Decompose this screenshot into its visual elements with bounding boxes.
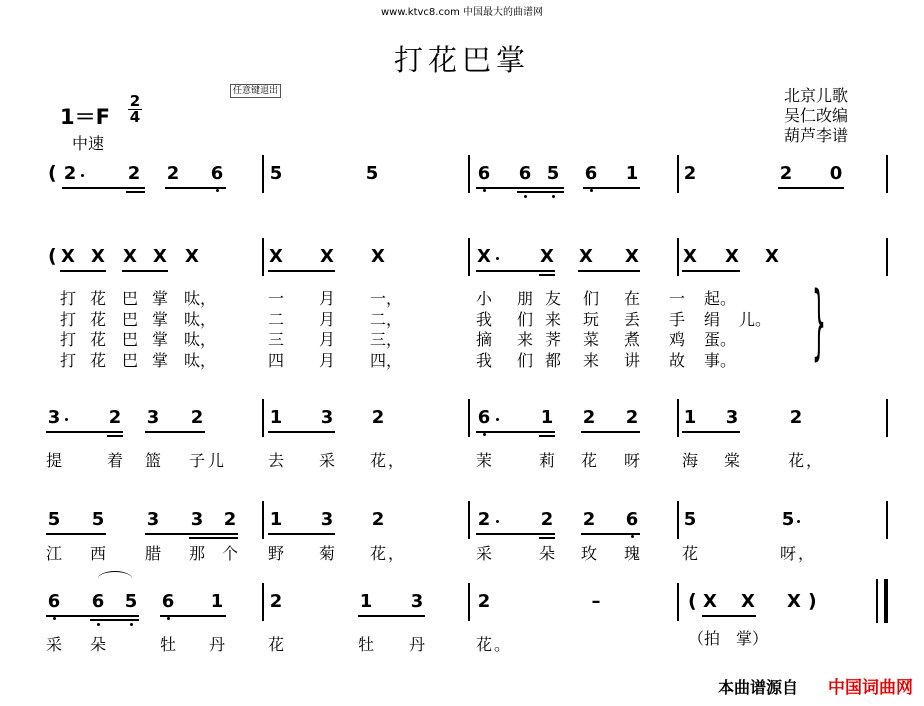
beam — [62, 187, 145, 189]
beam — [46, 533, 106, 535]
note: 2 — [582, 509, 596, 530]
beam — [160, 615, 226, 617]
beam — [682, 270, 740, 272]
note: 3 — [190, 509, 204, 530]
note: 1 — [269, 407, 283, 428]
bar-line — [262, 583, 264, 621]
beam — [60, 270, 106, 272]
note: X — [269, 246, 283, 267]
beam — [476, 187, 564, 189]
bar-line — [677, 501, 679, 539]
bar-line — [262, 399, 264, 437]
bar-line — [886, 501, 888, 539]
note: 1 — [540, 407, 554, 428]
note: 6 — [477, 407, 491, 428]
note: 6 — [518, 163, 532, 184]
note: 2 — [477, 509, 491, 530]
paren: ) — [808, 590, 817, 612]
note: X — [741, 591, 755, 612]
octave-dot — [590, 189, 593, 192]
note: 2 — [371, 407, 385, 428]
beam — [702, 615, 756, 617]
note: 6 — [210, 163, 224, 184]
slur — [98, 571, 132, 586]
beam — [145, 533, 238, 535]
bar-line — [468, 583, 470, 621]
note: 5 — [683, 509, 697, 530]
note: 3 — [146, 407, 160, 428]
beam — [46, 431, 123, 433]
note: 2 — [269, 591, 283, 612]
note: 0 — [829, 163, 843, 184]
note: X — [371, 246, 385, 267]
beam — [476, 431, 555, 433]
note: 2 — [477, 591, 491, 612]
beam — [581, 431, 640, 433]
bar-line — [677, 155, 679, 193]
note: X — [61, 246, 75, 267]
note: 2 — [625, 407, 639, 428]
note: 2 — [582, 407, 596, 428]
bar-line — [468, 501, 470, 539]
note: 5 — [781, 509, 795, 530]
octave-dot — [483, 433, 486, 436]
beam — [145, 431, 205, 433]
beam — [126, 191, 145, 193]
augmentation-dot — [797, 520, 800, 523]
note: 5 — [269, 163, 283, 184]
note: 2 — [63, 163, 77, 184]
note: X — [579, 246, 593, 267]
note: 3 — [47, 407, 61, 428]
note: 3 — [725, 407, 739, 428]
bar-line — [677, 399, 679, 437]
note: 1 — [625, 163, 639, 184]
note: X — [477, 246, 491, 267]
note: 5 — [365, 163, 379, 184]
site-logo: 中国词曲网 — [828, 678, 913, 698]
augmentation-dot — [81, 174, 84, 177]
clap-label: （拍 掌） — [688, 629, 769, 648]
octave-dot — [631, 535, 634, 538]
note: 6 — [91, 591, 105, 612]
note: 2 — [789, 407, 803, 428]
note: 6 — [477, 163, 491, 184]
paren: ( — [48, 162, 57, 184]
credit-line: 葫芦李谱 — [784, 126, 849, 145]
octave-dot — [53, 617, 56, 620]
bar-line — [677, 583, 679, 621]
note: X — [787, 591, 801, 612]
note: 5 — [91, 509, 105, 530]
beam — [358, 615, 425, 617]
note: 6 — [625, 509, 639, 530]
note: 2 — [108, 407, 122, 428]
note: 6 — [47, 591, 61, 612]
site-header: www.ktvc8.com 中国最大的曲谱网 — [380, 7, 543, 18]
beam — [90, 619, 139, 621]
octave-dot — [130, 623, 133, 626]
note: 5 — [124, 591, 138, 612]
bar-line — [468, 155, 470, 193]
note: 1 — [210, 591, 224, 612]
credit-line: 北京儿歌 — [784, 86, 849, 105]
bar-line — [468, 238, 470, 276]
bar-line — [468, 399, 470, 437]
note: X — [625, 246, 639, 267]
note: 3 — [320, 407, 334, 428]
beam — [682, 431, 740, 433]
octave-dot — [483, 189, 486, 192]
bar-line — [262, 501, 264, 539]
beam — [517, 191, 564, 193]
note: 1 — [269, 509, 283, 530]
beam — [578, 270, 640, 272]
note: 2 — [371, 509, 385, 530]
note: 2 — [127, 163, 141, 184]
paren: ( — [688, 590, 697, 612]
bar-line — [886, 155, 888, 193]
beam — [539, 537, 555, 539]
note: 2 — [223, 509, 237, 530]
footer-source: 本曲谱源自 — [718, 678, 799, 697]
octave-dot — [216, 189, 219, 192]
note: 5 — [47, 509, 61, 530]
note: 3 — [146, 509, 160, 530]
beam — [476, 533, 555, 535]
exit-button[interactable]: 任意键退出 — [230, 84, 281, 98]
bar-line — [876, 579, 878, 623]
bar-line — [677, 238, 679, 276]
note: – — [591, 591, 601, 612]
augmentation-dot — [496, 257, 499, 260]
song-title: 打花巴掌 — [393, 43, 530, 77]
bar-line — [884, 579, 888, 623]
note: 3 — [320, 509, 334, 530]
note: 2 — [683, 163, 697, 184]
note: 1 — [683, 407, 697, 428]
paren: ( — [48, 245, 57, 267]
bar-line — [886, 238, 888, 276]
time-sig-bottom: 4 — [129, 108, 141, 126]
credits — [784, 86, 848, 146]
octave-dot — [97, 623, 100, 626]
note: 2 — [190, 407, 204, 428]
tempo-marking: 中速 — [72, 134, 105, 153]
note: 6 — [161, 591, 175, 612]
note: X — [320, 246, 334, 267]
bar-line — [886, 399, 888, 437]
note: 2 — [540, 509, 554, 530]
credit-line: 吴仁改编 — [784, 106, 849, 125]
octave-dot — [167, 617, 170, 620]
beam — [268, 431, 335, 433]
octave-dot — [524, 195, 527, 198]
bar-line — [262, 238, 264, 276]
augmentation-dot — [65, 418, 68, 421]
beam — [268, 270, 335, 272]
note: X — [725, 246, 739, 267]
note: X — [765, 246, 779, 267]
note: X — [703, 591, 717, 612]
bar-line — [262, 155, 264, 193]
time-signature — [128, 94, 142, 125]
note: X — [683, 246, 697, 267]
note: X — [153, 246, 167, 267]
beam — [46, 615, 139, 617]
beam — [778, 187, 844, 189]
note: X — [91, 246, 105, 267]
note: 1 — [359, 591, 373, 612]
augmentation-dot — [496, 520, 499, 523]
beam — [539, 274, 555, 276]
note: 2 — [166, 163, 180, 184]
note: X — [123, 246, 137, 267]
note: 6 — [584, 163, 598, 184]
verse-brace: } — [812, 278, 826, 372]
beam — [122, 270, 168, 272]
beam — [268, 533, 335, 535]
beam — [189, 537, 238, 539]
note: 2 — [779, 163, 793, 184]
augmentation-dot — [496, 418, 499, 421]
key-signature: 1＝F — [60, 105, 110, 129]
beam — [107, 435, 123, 437]
beam — [539, 435, 555, 437]
note: X — [185, 246, 199, 267]
note: 3 — [410, 591, 424, 612]
beam — [476, 270, 555, 272]
octave-dot — [552, 195, 555, 198]
time-sig-top: 2 — [129, 92, 141, 110]
note: 5 — [546, 163, 560, 184]
note: X — [540, 246, 554, 267]
